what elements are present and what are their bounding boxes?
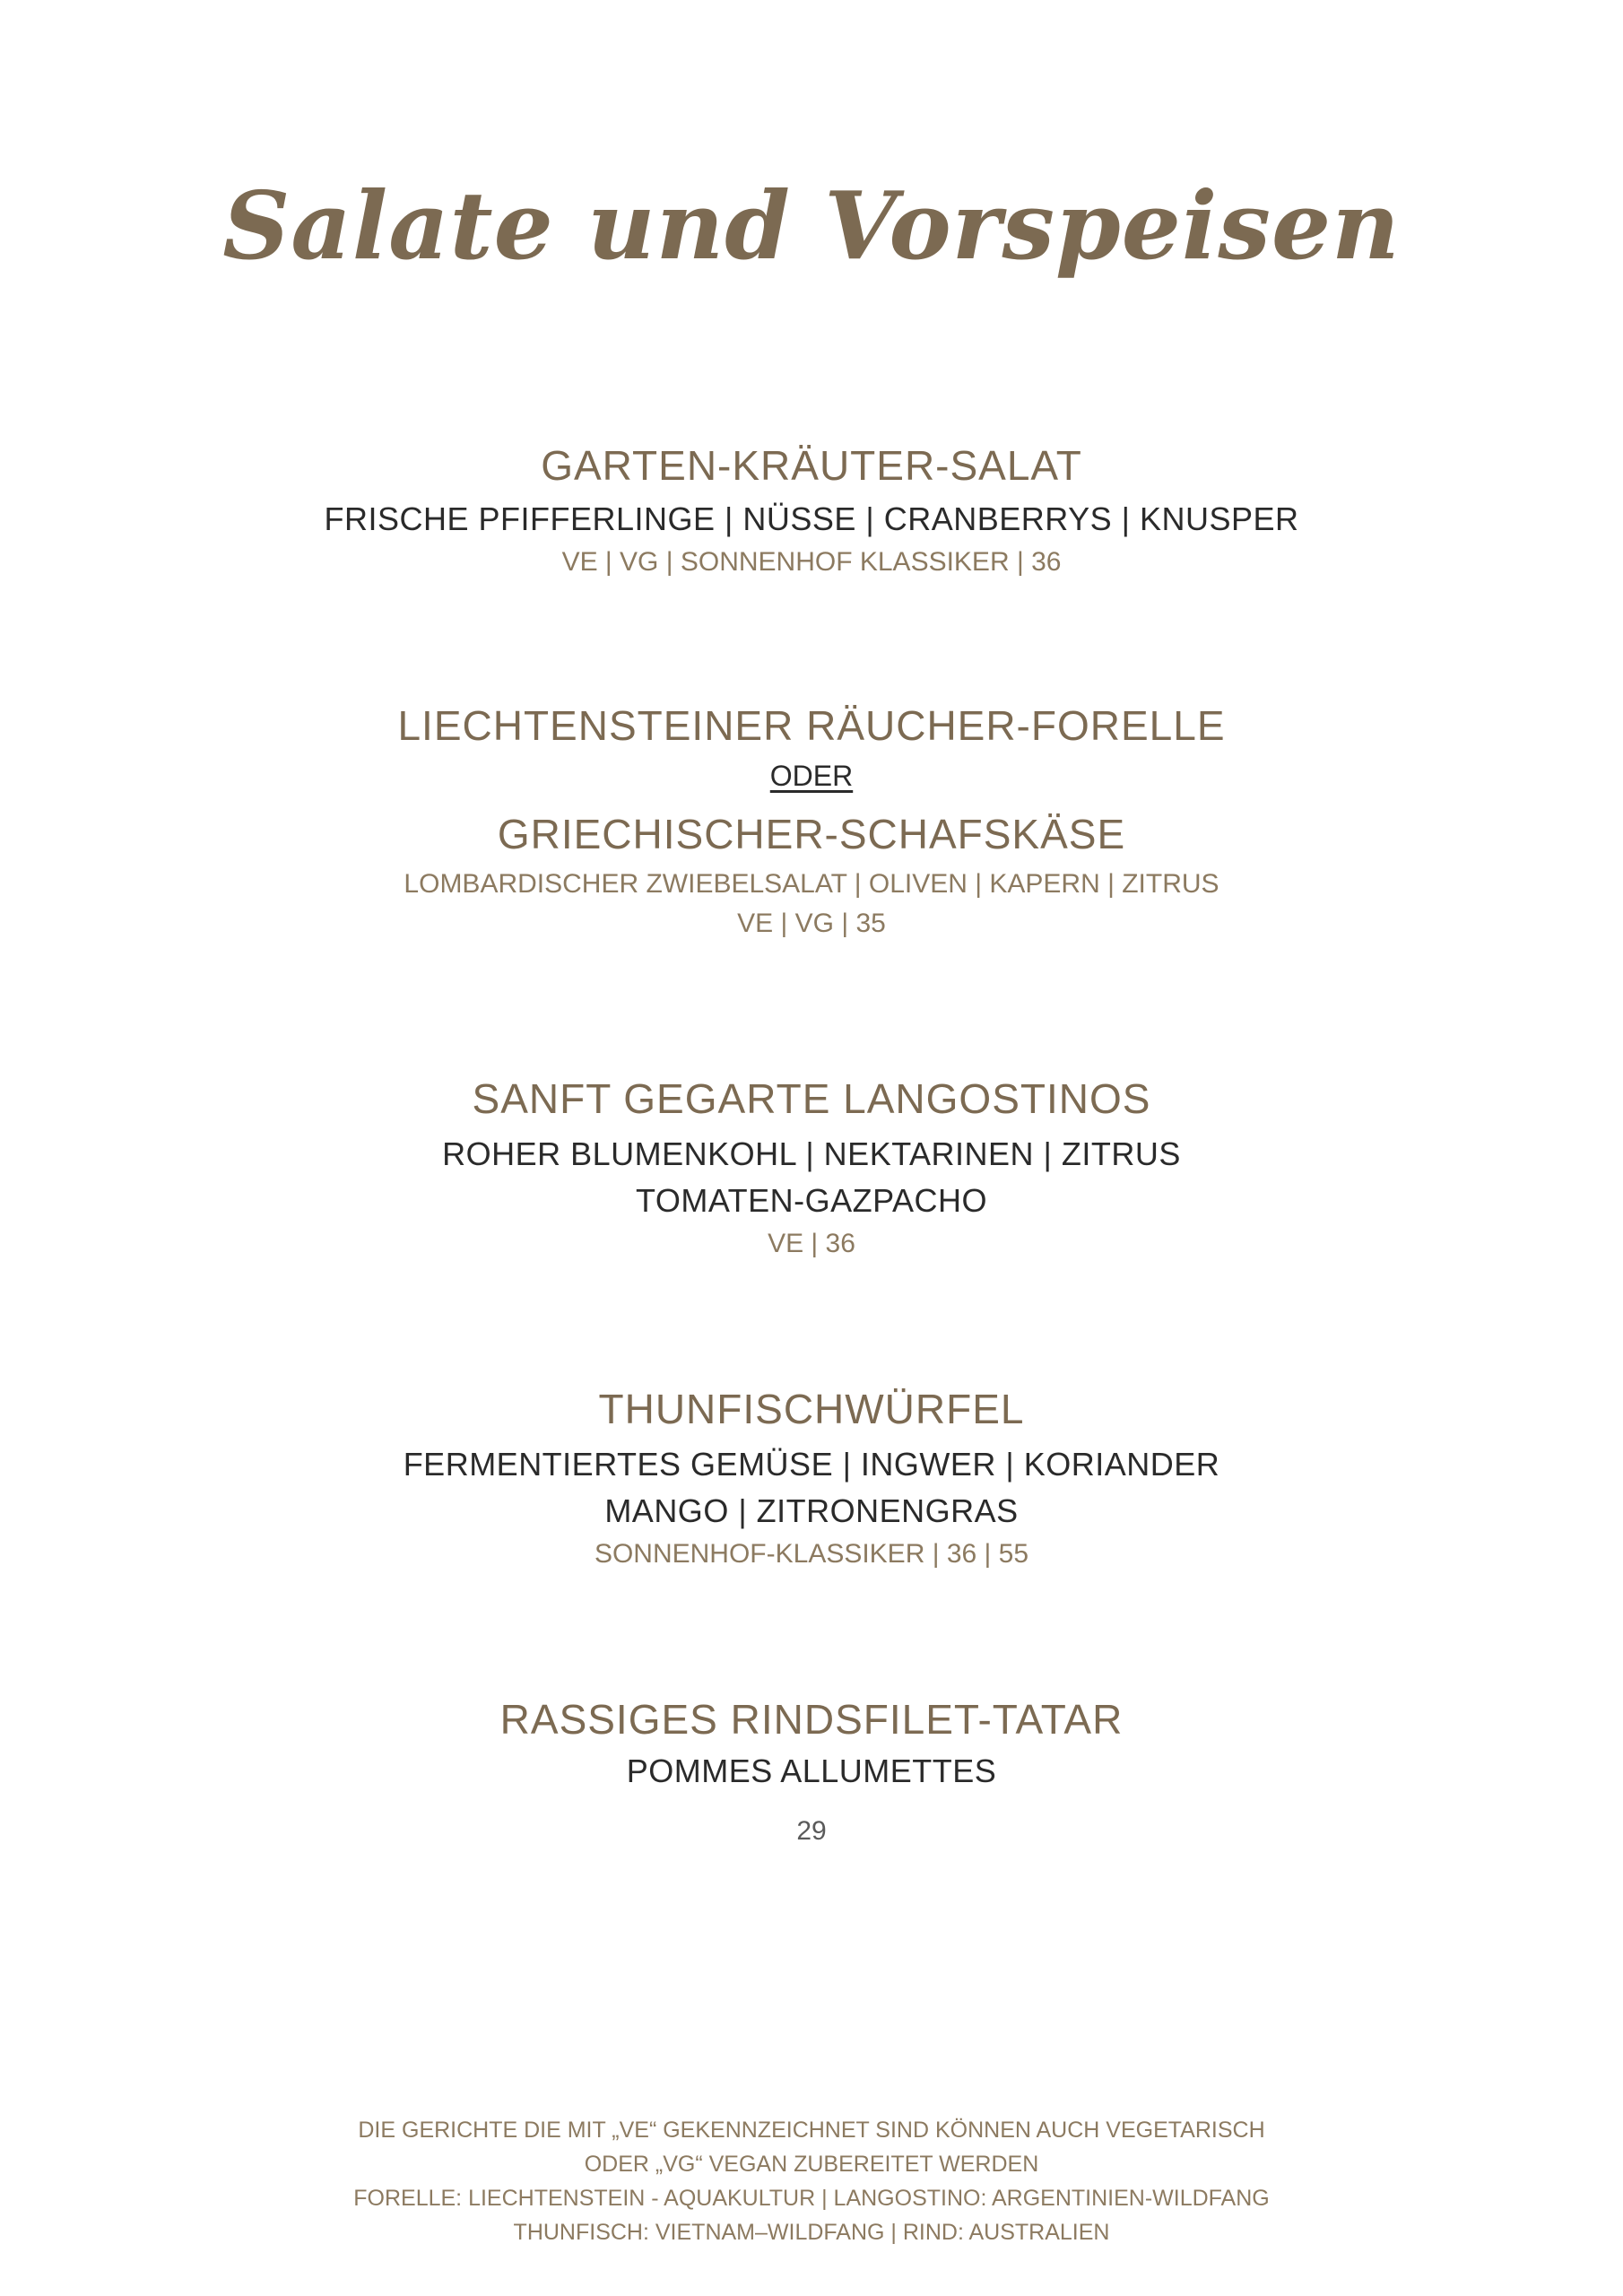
dish-description: ROHER BLUMENKOHL | NEKTARINEN | ZITRUS — [442, 1135, 1181, 1173]
dish-description: LOMBARDISCHER ZWIEBELSALAT | OLIVEN | KAPERN | ZITRUS — [404, 869, 1219, 900]
dish-forelle-schafskaese — [0, 701, 1623, 944]
dish-description-line2: MANGO | ZITRONENGRAS — [604, 1492, 1019, 1530]
dish-name: SANFT GEGARTE LANGOSTINOS — [472, 1075, 1151, 1122]
footer-line: THUNFISCH: VIETNAM–WILDFANG | RIND: AUSTRALIEN — [513, 2220, 1110, 2245]
footer-line: FORELLE: LIECHTENSTEIN - AQUAKULTUR | LANGOSTINO: ARGENTINIEN-WILDFANG — [353, 2186, 1270, 2211]
footer-notes — [0, 2113, 1623, 2249]
dish-description-line2: TOMATEN-GAZPACHO — [635, 1182, 987, 1220]
or-separator: ODER — [769, 760, 854, 793]
dish-name: THUNFISCHWÜRFEL — [598, 1386, 1025, 1432]
dish-garten-kraeuter-salat — [0, 441, 1623, 582]
dish-description: FERMENTIERTES GEMÜSE | INGWER | KORIANDER — [403, 1446, 1220, 1483]
dish-thunfischwuerfel — [0, 1385, 1623, 1574]
dish-name: GARTEN-KRÄUTER-SALAT — [541, 442, 1082, 489]
dish-meta: VE | VG | 35 — [737, 909, 886, 939]
dish-meta: SONNENHOF-KLASSIKER | 36 | 55 — [594, 1539, 1029, 1570]
dish-description: FRISCHE PFIFFERLINGE | NÜSSE | CRANBERRYS | KNUSPER — [324, 500, 1299, 538]
dish-name-alternative: GRIECHISCHER-SCHAFSKÄSE — [497, 811, 1126, 858]
footer-line: ODER „VG“ VEGAN ZUBEREITET WERDEN — [584, 2152, 1039, 2177]
dish-langostinos — [0, 1074, 1623, 1264]
dish-rindsfilet-tatar — [0, 1695, 1623, 1872]
page-title: Salate und Vorspeisen — [222, 170, 1401, 281]
footer-line: DIE GERICHTE DIE MIT „VE“ GEKENNZEICHNET SIND KÖNNEN AUCH VEGETARISCH — [358, 2118, 1265, 2143]
dish-description: POMMES ALLUMETTES — [626, 1752, 997, 1790]
dish-price: 29 — [796, 1816, 827, 1847]
dish-name: LIECHTENSTEINER RÄUCHER-FORELLE — [397, 702, 1226, 749]
dish-meta: VE | VG | SONNENHOF KLASSIKER | 36 — [561, 547, 1062, 578]
dish-name: RASSIGES RINDSFILET-TATAR — [499, 1696, 1124, 1743]
dish-meta: VE | 36 — [768, 1229, 855, 1259]
